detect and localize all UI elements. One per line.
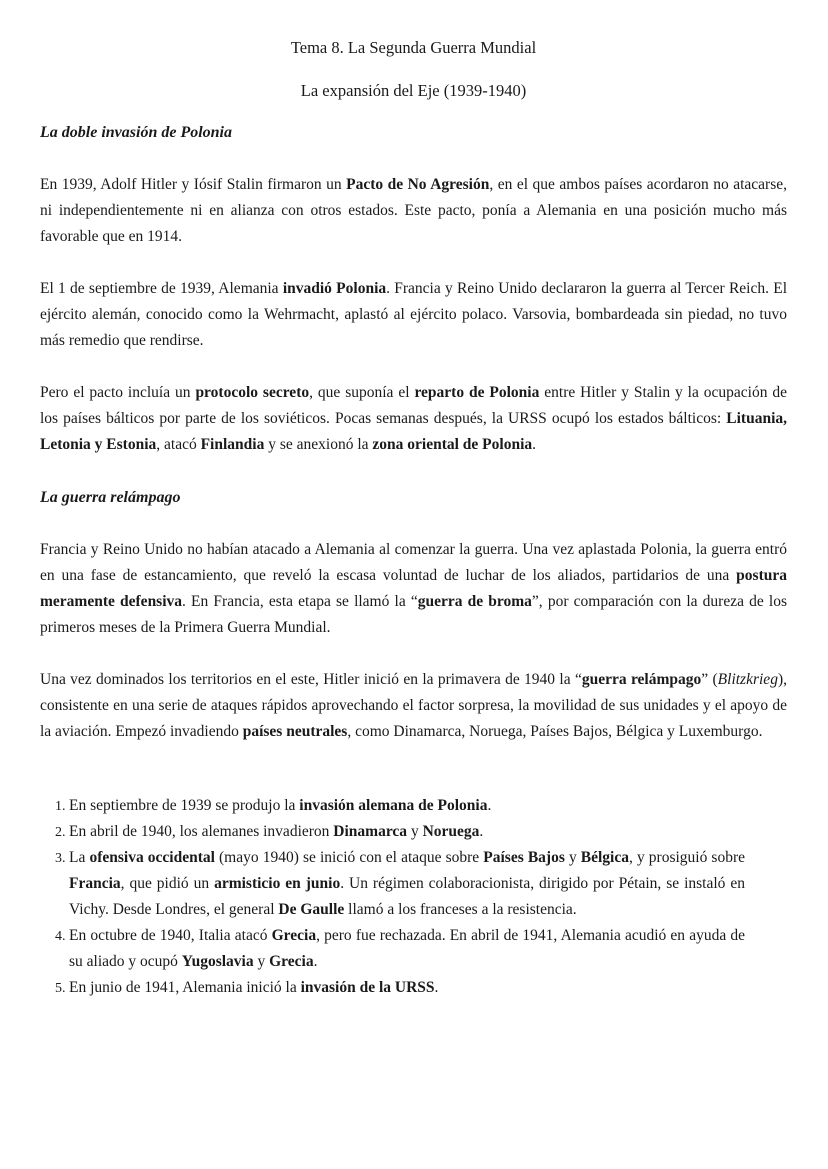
bold-text: Noruega [422, 823, 480, 840]
bold-text: postura meramente defensiva [40, 567, 787, 610]
text-run: ” ( [701, 671, 718, 688]
bold-text: países neutrales [242, 723, 348, 740]
text-run: y [564, 849, 581, 866]
section-heading: La doble invasión de Polonia [40, 124, 232, 141]
bold-text: De Gaulle [278, 901, 345, 918]
text-run: , que pidió un [120, 875, 215, 892]
paragraph [40, 276, 787, 354]
bold-text: invasión alemana de Polonia [299, 797, 488, 814]
text-run: , como Dinamarca, Noruega, Países Bajos, Bélgica y Luxemburgo. [347, 723, 763, 740]
text-run: . Francia y Reino Unido declararon la guerra al Tercer Reich. El ejército alemán, conocido como la Wehrmacht, aplastó al ejército polaco. Varsovia, bombardeada sin piedad, no tuvo más remedio que rendirse. [40, 280, 788, 349]
text-run: llamó a los franceses a la resistencia. [344, 901, 577, 918]
bold-text: protocolo secreto [195, 384, 310, 401]
text-run: . [487, 797, 492, 814]
text-run: entre Hitler y Stalin y la ocupación de los países bálticos por parte de los soviéticos. Pocas semanas después, la URSS ocupó los estados bálticos: [40, 384, 788, 427]
paragraph [40, 537, 787, 641]
paragraph [40, 667, 787, 745]
italic-text: Blitzkrieg [717, 671, 778, 688]
text-run: , pero fue rechazada. En abril de 1941, Alemania acudió en ayuda de su aliado y ocupó [69, 927, 745, 970]
text-run: Una vez dominados los territorios en el este, Hitler inició en la primavera de 1940 la “ [40, 671, 582, 688]
paragraph [40, 172, 787, 250]
bold-text: invasión de la URSS [300, 979, 435, 996]
bold-text: Bélgica [580, 849, 629, 866]
text-run: , atacó [156, 436, 201, 453]
numbered-list-container [40, 793, 787, 1001]
text-run: (mayo 1940) se inició con el ataque sobre [214, 849, 484, 866]
bold-text: guerra relámpago [581, 671, 702, 688]
text-run: , y prosiguió sobre [629, 849, 746, 866]
text-run: En septiembre de 1939 se produjo la [69, 797, 300, 814]
text-run: ), consistente en una serie de ataques rápidos aprovechando el factor sorpresa, la movilidad de sus unidades y el apoyo de la aviación. Empezó invadiendo [40, 671, 787, 740]
bold-text: Lituania, Letonia y Estonia [40, 410, 787, 453]
text-run: y [407, 823, 423, 840]
list-item [69, 975, 745, 1001]
document-title: Tema 8. La Segunda Guerra Mundial [290, 38, 537, 57]
text-run: Francia y Reino Unido no habían atacado a Alemania al comenzar la guerra. Una vez aplastada Polonia, la guerra entró en una fase de estancamiento, que reveló la escasa voluntad de luchar de los aliados, partidarios de una [40, 541, 787, 584]
text-run: y se anexionó la [264, 436, 373, 453]
text-run: . Un régimen colaboracionista, dirigido por Pétain, se instaló en Vichy. Desde Londres, el general [69, 875, 745, 918]
text-run: En abril de 1940, los alemanes invadieron [69, 823, 334, 840]
bold-text: reparto de Polonia [414, 384, 540, 401]
bold-text: Yugoslavia [181, 953, 254, 970]
bold-text: Pacto de No Agresión [346, 176, 490, 193]
list-item [69, 923, 745, 975]
text-run: En junio de 1941, Alemania inició la [69, 979, 301, 996]
section-heading: La guerra relámpago [40, 489, 181, 506]
text-run: ”, por comparación con la dureza de los primeros meses de la Primera Guerra Mundial. [40, 593, 787, 636]
text-run: En octubre de 1940, Italia atacó [69, 927, 272, 944]
bold-text: Grecia [269, 953, 314, 970]
bold-text: invadió Polonia [282, 280, 387, 297]
list-item [69, 845, 745, 923]
text-run: . [532, 436, 536, 453]
bold-text: Dinamarca [333, 823, 408, 840]
text-run: El 1 de septiembre de 1939, Alemania [40, 280, 283, 297]
text-run: En 1939, Adolf Hitler y Iósif Stalin firmaron un [40, 176, 347, 193]
bold-text: Países Bajos [483, 849, 565, 866]
list-item [69, 819, 745, 845]
bold-text: armisticio en junio [214, 875, 341, 892]
document-subtitle: La expansión del Eje (1939-1940) [300, 81, 527, 100]
paragraph [40, 380, 787, 458]
text-run: Pero el pacto incluía un [40, 384, 196, 401]
bold-text: guerra de broma [417, 593, 532, 610]
bold-text: Grecia [271, 927, 317, 944]
text-run: , en el que ambos países acordaron no atacarse, ni independientemente ni en alianza con otros estados. Este pacto, ponía a Alemania en una posición mucho más favorable que en 1914. [40, 176, 787, 245]
list-item [69, 793, 745, 819]
bold-text: ofensiva occidental [89, 849, 215, 866]
text-run: . En Francia, esta etapa se llamó la “ [182, 593, 418, 610]
bold-text: Finlandia [200, 436, 265, 453]
text-run: , que suponía el [309, 384, 415, 401]
numbered-list [40, 793, 745, 1001]
text-run: y [253, 953, 270, 970]
text-run: . [479, 823, 484, 840]
text-run: La [69, 849, 90, 866]
bold-text: zona oriental de Polonia [372, 436, 533, 453]
text-run: . [434, 979, 439, 996]
text-run: . [313, 953, 318, 970]
bold-text: Francia [69, 875, 121, 892]
